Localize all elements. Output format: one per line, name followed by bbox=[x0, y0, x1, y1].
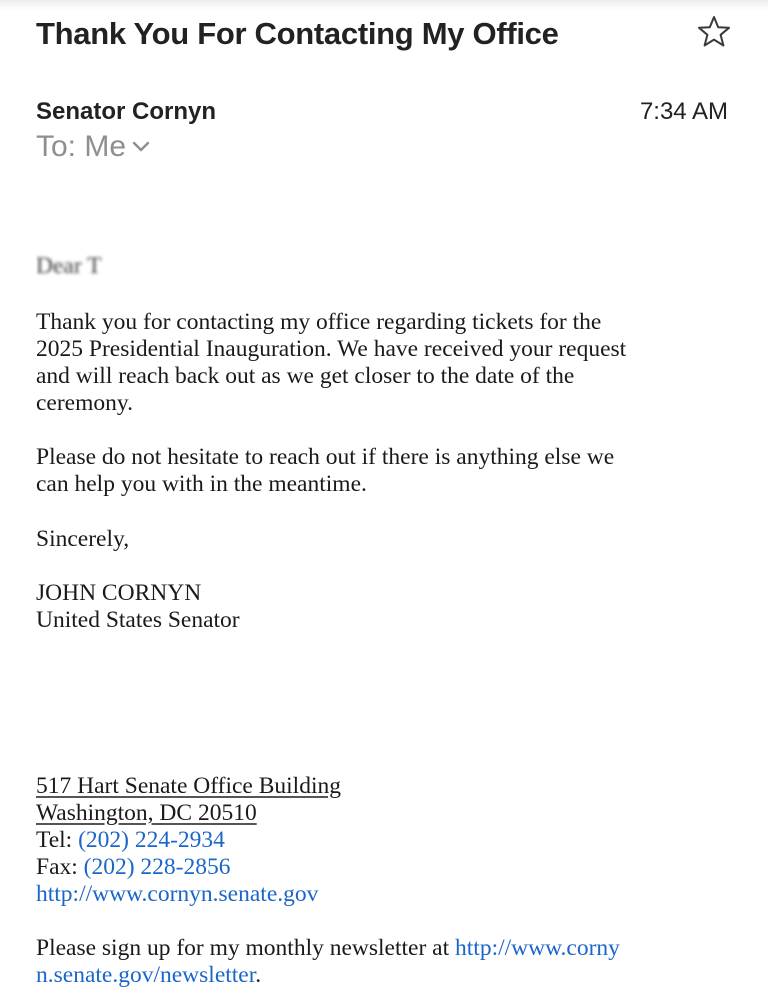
chevron-down-icon[interactable] bbox=[132, 141, 150, 153]
recipient-row[interactable] bbox=[36, 128, 150, 166]
signature-title: United States Senator bbox=[36, 607, 240, 633]
paragraph-line: can help you with in the meantime. bbox=[36, 471, 367, 497]
newsletter-period: . bbox=[255, 962, 262, 988]
paragraph-line: and will reach back out as we get closer to the date of the bbox=[36, 363, 575, 389]
newsletter-text: Please sign up for my monthly newsletter at bbox=[36, 935, 450, 961]
greeting bbox=[36, 253, 196, 280]
signature bbox=[36, 580, 736, 634]
address-line-1[interactable]: 517 Hart Senate Office Building bbox=[36, 773, 341, 799]
spacer bbox=[36, 908, 736, 935]
paragraph-line: Thank you for contacting my office regarding tickets for the bbox=[36, 309, 602, 335]
email-time: 7:34 AM bbox=[639, 98, 728, 125]
address-line-2[interactable]: Washington, DC 20510 bbox=[36, 800, 257, 826]
paragraph-2 bbox=[36, 444, 736, 498]
website-link[interactable]: http://www.cornyn.senate.gov bbox=[36, 881, 319, 907]
paragraph-line: Please do not hesitate to reach out if there is anything else we bbox=[36, 444, 615, 470]
sender-name[interactable]: Senator Cornyn bbox=[36, 98, 217, 125]
fax-link[interactable]: (202) 228-2856 bbox=[83, 854, 231, 880]
greeting-text: Dear T bbox=[36, 253, 102, 279]
header-shadow bbox=[0, 0, 768, 10]
newsletter-link-part-2[interactable]: n.senate.gov/newsletter bbox=[36, 962, 256, 988]
paragraph-line: ceremony. bbox=[36, 390, 133, 416]
recipient-label: To: Me bbox=[36, 130, 127, 163]
paragraph-line: 2025 Presidential Inauguration. We have received your request bbox=[36, 336, 627, 362]
tel-label: Tel: bbox=[36, 827, 73, 853]
email-subject: Thank You For Contacting My Office bbox=[36, 16, 559, 51]
newsletter-link-part-1[interactable]: http://www.corny bbox=[455, 935, 620, 961]
signature-name: JOHN CORNYN bbox=[36, 580, 202, 606]
closing: Sincerely, bbox=[36, 526, 130, 552]
star-outline-icon[interactable] bbox=[696, 14, 732, 50]
paragraph-1 bbox=[36, 309, 736, 417]
contact-footer bbox=[36, 773, 736, 989]
tel-link[interactable]: (202) 224-2934 bbox=[78, 827, 225, 853]
fax-label: Fax: bbox=[36, 854, 78, 880]
